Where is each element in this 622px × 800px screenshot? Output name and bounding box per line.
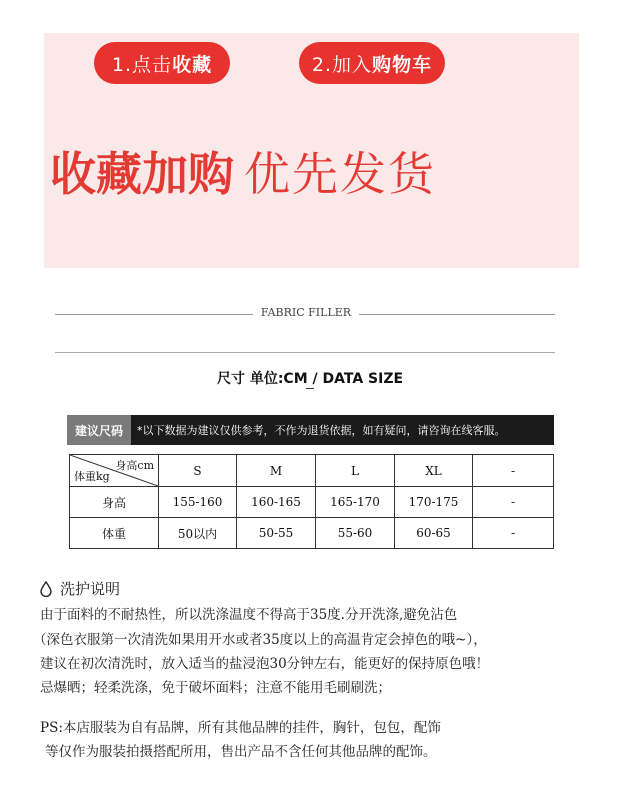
water-drop-icon bbox=[40, 581, 52, 597]
section-rule bbox=[55, 352, 555, 353]
care-heading bbox=[40, 578, 120, 599]
table-cell: 160-165 bbox=[237, 487, 316, 518]
add-to-cart-step-badge bbox=[299, 42, 445, 84]
corner-height-label: 身高cm bbox=[115, 459, 154, 472]
divider-label: FABRIC FILLER bbox=[260, 306, 352, 319]
table-cell: 60-65 bbox=[395, 518, 473, 549]
row-label: 身高 bbox=[70, 487, 159, 518]
table-cell: - bbox=[473, 487, 554, 518]
size-notice-bar bbox=[67, 415, 554, 445]
column-header: S bbox=[159, 455, 237, 487]
column-header: M bbox=[237, 455, 316, 487]
size-title: 尺寸 单位:CM / DATA SIZE bbox=[216, 371, 404, 387]
favorite-step-badge bbox=[94, 42, 230, 84]
column-header: L bbox=[316, 455, 395, 487]
divider-line-left bbox=[55, 314, 253, 315]
column-header: - bbox=[473, 455, 554, 487]
table-cell: - bbox=[473, 518, 554, 549]
slogan-bold: 收藏加购 bbox=[50, 147, 234, 201]
table-cell: 155-160 bbox=[159, 487, 237, 518]
table-row bbox=[70, 518, 554, 549]
care-line: 建议在初次清洗时，放入适当的盐浸泡30分钟左右，能更好的保持原色哦！ bbox=[40, 656, 490, 672]
step1-prefix: 1.点击 bbox=[111, 53, 173, 76]
table-row bbox=[70, 487, 554, 518]
care-line: 忌爆晒；轻柔洗涤，免于破坏面料；注意不能用毛刷刷洗； bbox=[40, 680, 391, 696]
table-cell: 50-55 bbox=[237, 518, 316, 549]
row-label: 体重 bbox=[70, 518, 159, 549]
notice-label: 建议尺码 bbox=[67, 415, 131, 445]
size-table bbox=[69, 454, 554, 549]
care-line: 由于面料的不耐热性，所以洗涤温度不得高于35度.分开洗涤,避免沾色 bbox=[40, 607, 458, 623]
table-cell: 50以内 bbox=[159, 518, 237, 549]
step2-prefix: 2.加入 bbox=[311, 53, 373, 76]
corner-weight-label: 体重kg bbox=[74, 470, 110, 483]
care-heading-text: 洗护说明 bbox=[60, 580, 121, 598]
table-header-row bbox=[70, 455, 554, 487]
title-dash bbox=[306, 388, 314, 389]
divider-line-right bbox=[359, 314, 555, 315]
step1-action: 收藏 bbox=[172, 53, 213, 76]
ps-line: PS:本店服装为自有品牌，所有其他品牌的挂件，胸针，包包，配饰 bbox=[40, 720, 441, 736]
step2-action: 购物车 bbox=[372, 53, 433, 76]
ps-line: 等仅作为服装拍摄搭配所用，售出产品不含任何其他品牌的配饰。 bbox=[45, 744, 437, 760]
table-cell: 170-175 bbox=[395, 487, 473, 518]
table-cell: 165-170 bbox=[316, 487, 395, 518]
table-corner-cell bbox=[70, 455, 159, 487]
care-line: （深色衣服第一次清洗如果用开水或者35度以上的高温肯定会掉色的哦~）， bbox=[33, 632, 487, 648]
column-header: XL bbox=[395, 455, 473, 487]
slogan-light: 优先发货 bbox=[244, 147, 436, 201]
fabric-divider bbox=[55, 306, 555, 322]
table-cell: 55-60 bbox=[316, 518, 395, 549]
notice-text: *以下数据为建议仅供参考，不作为退货依据，如有疑问，请咨询在线客服。 bbox=[137, 424, 506, 437]
promo-slogan bbox=[50, 138, 485, 204]
